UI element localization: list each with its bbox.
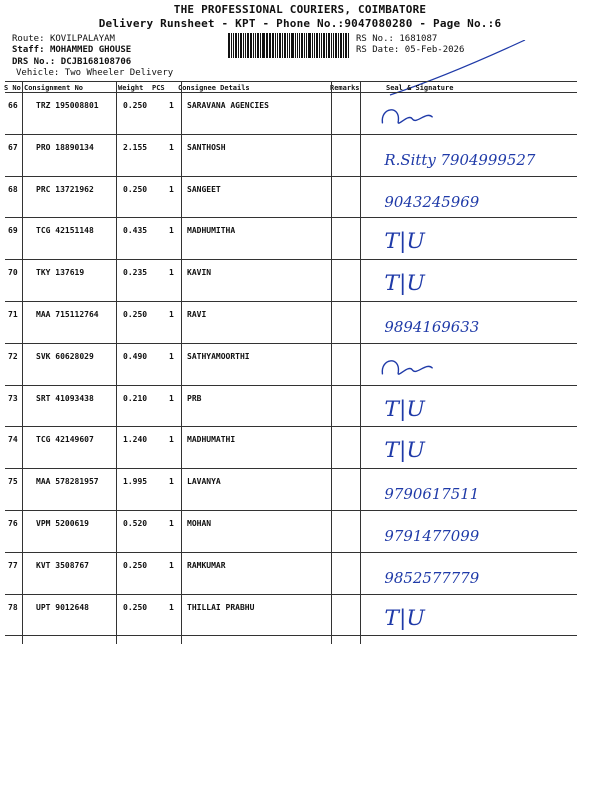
row-consignment-no: VPM 5200619 [36, 519, 89, 528]
barcode-bar [328, 33, 331, 58]
drs-label: DRS No.: [12, 57, 56, 67]
rs-no-value: 1681087 [399, 34, 438, 44]
row-consignment-no: TRZ 195008801 [36, 101, 99, 110]
col-seal: Seal & Signature [386, 84, 454, 92]
barcode-bar [312, 33, 313, 58]
col-consignee: Consignee Details [178, 84, 250, 92]
table-row [0, 386, 600, 428]
barcode-bar [266, 33, 267, 58]
drs-line [12, 57, 131, 67]
table-row [0, 553, 600, 595]
barcode-bar [316, 33, 318, 58]
row-sno: 76 [8, 519, 18, 528]
route-line [12, 34, 115, 44]
row-consignee: MOHAN [187, 519, 212, 528]
row-weight: 0.235 [123, 268, 148, 278]
table-row [0, 93, 600, 135]
barcode-bar [240, 33, 242, 58]
row-consignee: MADHUMITHA [187, 226, 236, 236]
signature [360, 469, 580, 511]
row-consignment-no: SRT 41093438 [36, 393, 94, 403]
row-consignment-no: TCG 42151148 [36, 226, 94, 236]
row-pcs: 1 [169, 519, 174, 528]
staff-line [12, 45, 131, 55]
row-pcs: 1 [169, 477, 174, 487]
row-sno: 69 [8, 226, 18, 236]
row-sno: 73 [8, 393, 18, 403]
row-sno: 66 [8, 101, 18, 110]
row-weight: 0.520 [123, 519, 148, 528]
vehicle-value: Two Wheeler Delivery [64, 68, 174, 78]
row-consignee: SANTHOSH [187, 142, 226, 152]
row-consignee: THILLAI PRABHU [187, 602, 255, 612]
barcode-bar [247, 33, 249, 58]
row-consignee: KAVIN [187, 268, 212, 278]
barcode-bar [335, 33, 337, 58]
row-pcs: 1 [169, 268, 174, 278]
barcode-bar [321, 33, 322, 58]
barcode-bar [345, 33, 348, 58]
signature [360, 135, 580, 177]
row-weight: 0.250 [123, 560, 148, 570]
barcode-bar [243, 33, 244, 58]
signature [360, 553, 580, 595]
row-weight: 1.995 [123, 477, 148, 487]
barcode-bar [238, 33, 239, 58]
row-weight: 0.250 [123, 310, 148, 319]
barcode-bar [277, 33, 278, 58]
barcode-bar [314, 33, 316, 58]
row-pcs: 1 [169, 226, 174, 236]
row-pcs: 1 [169, 184, 174, 194]
signature-text: T|U [384, 396, 425, 422]
signature [360, 344, 580, 386]
row-consignment-no: PRC 13721962 [36, 184, 94, 194]
barcode-bar [250, 33, 253, 58]
barcode-bar [284, 33, 286, 58]
row-consignee: SANGEET [187, 184, 221, 194]
row-consignment-no: MAA 715112764 [36, 310, 99, 319]
table-row [0, 595, 600, 637]
vehicle-line [16, 68, 173, 78]
table-row [0, 427, 600, 469]
rs-date-value: 05-Feb-2026 [404, 45, 465, 55]
row-weight: 0.210 [123, 393, 148, 403]
barcode-bar [272, 33, 274, 58]
row-weight: 0.250 [123, 101, 148, 110]
signature-text: T|U [384, 438, 425, 464]
row-sno: 74 [8, 435, 18, 445]
signature [360, 595, 580, 637]
signature [360, 386, 580, 428]
barcode-bar [269, 33, 271, 58]
staff-label: Staff: [12, 45, 45, 55]
signature-text: T|U [384, 229, 425, 255]
row-consignee: SATHYAMOORTHI [187, 351, 250, 361]
signature-text: T|U [384, 271, 425, 297]
row-consignment-no: MAA 578281957 [36, 477, 99, 487]
vehicle-label: Vehicle: [16, 68, 60, 78]
table-row [0, 218, 600, 260]
barcode-bar [287, 33, 288, 58]
row-sno: 75 [8, 477, 18, 487]
signature-text: T|U [384, 605, 425, 631]
barcode-bar [279, 33, 282, 58]
runsheet-subtitle: Delivery Runsheet - KPT - Phone No.:9047080280 - Page No.:6 [98, 17, 502, 30]
barcode-bar [257, 33, 259, 58]
barcode [228, 33, 350, 58]
signature [360, 218, 580, 260]
signature [360, 427, 580, 469]
barcode-bar [306, 33, 307, 58]
row-consignment-no: KVT 3508767 [36, 560, 89, 570]
signature-text: 9852577779 [384, 568, 480, 587]
row-sno: 68 [8, 184, 18, 194]
signature-text: 9043245969 [384, 192, 480, 211]
row-consignee: MADHUMATHI [187, 435, 236, 445]
barcode-bar [331, 33, 332, 58]
table-row [0, 344, 600, 386]
table-row [0, 260, 600, 302]
row-consignment-no: PRO 18890134 [36, 142, 94, 152]
barcode-bar [340, 33, 342, 58]
route-value: KOVILPALAYAM [49, 34, 115, 44]
signature-text: 9791477099 [384, 526, 480, 545]
signature-text: 9894169633 [384, 317, 480, 336]
row-weight: 1.240 [123, 435, 148, 445]
barcode-bar [326, 33, 327, 58]
signature [360, 511, 580, 553]
row-sno: 67 [8, 142, 18, 152]
drs-value: DCJB168108706 [60, 57, 132, 67]
row-consignment-no: TCG 42149607 [36, 435, 94, 445]
barcode-bar [308, 33, 311, 58]
barcode-bar [348, 33, 349, 58]
signature [360, 260, 580, 302]
row-weight: 0.250 [123, 184, 148, 194]
barcode-bar [333, 33, 334, 58]
signature-scribble [382, 110, 432, 123]
barcode-bar [299, 33, 300, 58]
signature [360, 302, 580, 344]
rs-no-label: RS No.: [356, 34, 394, 44]
row-pcs: 1 [169, 142, 174, 152]
row-pcs: 1 [169, 351, 174, 361]
page-title: THE PROFESSIONAL COURIERS, COIMBATORE [173, 3, 427, 16]
row-consignee: RAVI [187, 310, 207, 319]
row-sno: 77 [8, 560, 18, 570]
row-divider [5, 635, 577, 636]
barcode-bar [245, 33, 246, 58]
row-sno: 78 [8, 602, 18, 612]
row-consignee: PRB [187, 393, 202, 403]
signature [360, 93, 580, 135]
row-weight: 0.435 [123, 226, 148, 236]
row-pcs: 1 [169, 393, 174, 403]
barcode-bar [253, 33, 254, 58]
barcode-bar [338, 33, 339, 58]
row-pcs: 1 [169, 101, 174, 110]
row-pcs: 1 [169, 560, 174, 570]
barcode-bar [289, 33, 290, 58]
rs-date-label: RS Date: [356, 45, 400, 55]
barcode-bar [255, 33, 256, 58]
barcode-bar [267, 33, 268, 58]
col-consignment: Consignment No [24, 84, 84, 92]
row-consignee: LAVANYA [187, 477, 221, 487]
table-row [0, 302, 600, 344]
signature-text: R.Sitty 7904999527 [384, 150, 536, 169]
barcode-bar [319, 33, 320, 58]
table-top-border [5, 81, 577, 82]
barcode-bar [297, 33, 298, 58]
row-sno: 71 [8, 310, 18, 319]
barcode-bar [228, 33, 230, 58]
barcode-bar [323, 33, 325, 58]
barcode-bar [275, 33, 276, 58]
barcode-bar [304, 33, 305, 58]
row-weight: 2.155 [123, 142, 148, 152]
row-consignment-no: TKY 137619 [36, 268, 85, 278]
barcode-bar [295, 33, 297, 58]
barcode-bar [343, 33, 344, 58]
row-pcs: 1 [169, 602, 174, 612]
table-row [0, 135, 600, 177]
table-row [0, 469, 600, 511]
barcode-bar [291, 33, 294, 58]
row-consignee: SARAVANA AGENCIES [187, 101, 269, 110]
col-remarks: Remarks [330, 84, 360, 92]
signature-text: 9790617511 [384, 485, 480, 504]
row-sno: 70 [8, 268, 18, 278]
barcode-bar [235, 33, 238, 58]
signature [360, 177, 580, 219]
route-label: Route: [12, 34, 45, 44]
barcode-bar [262, 33, 265, 58]
row-consignment-no: SVK 60628029 [36, 351, 94, 361]
col-sno: S No [4, 84, 21, 92]
col-weight: Weight [118, 84, 144, 92]
barcode-bar [233, 33, 234, 58]
barcode-bar [260, 33, 261, 58]
table-row [0, 177, 600, 219]
row-weight: 0.250 [123, 602, 148, 612]
row-weight: 0.490 [123, 351, 148, 361]
row-sno: 72 [8, 351, 18, 361]
row-consignment-no: UPT 9012648 [36, 602, 89, 612]
col-pcs: PCS [152, 84, 165, 92]
row-consignee: RAMKUMAR [187, 560, 226, 570]
barcode-bar [282, 33, 283, 58]
signature-scribble [382, 361, 432, 374]
row-pcs: 1 [169, 310, 174, 319]
barcode-bar [301, 33, 303, 58]
barcode-bar [231, 33, 232, 58]
row-pcs: 1 [169, 435, 174, 445]
staff-value: MOHAMMED GHOUSE [49, 45, 132, 55]
table-row [0, 511, 600, 553]
